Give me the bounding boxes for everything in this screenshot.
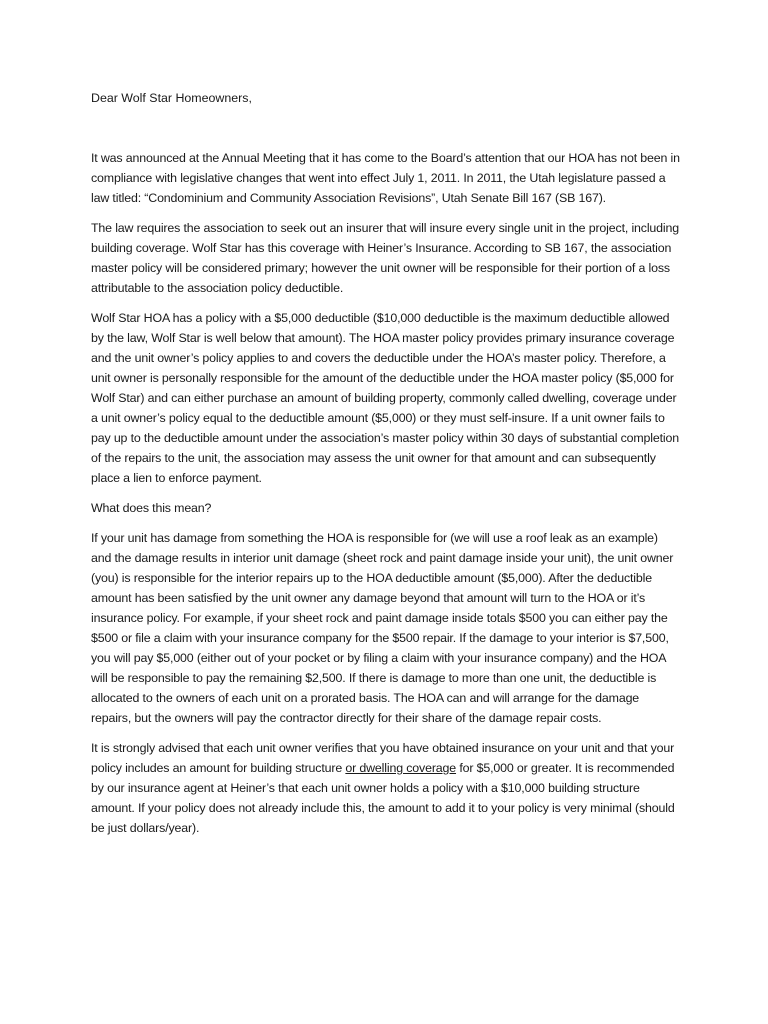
salutation: Dear Wolf Star Homeowners, bbox=[91, 91, 252, 105]
paragraph-advice-text-2: for $5,000 or greater. It is recommended by our insurance agent at Heiner’s that each unit owner holds a policy with a $10,000 building structure amount. If your policy does not already include this, the amount to add it to your policy is very minimal (should be just dollars/year). bbox=[91, 761, 675, 835]
underlined-dwelling-coverage: or dwelling coverage bbox=[345, 761, 457, 775]
paragraph-example: If your unit has damage from something the HOA is responsible for (we will use a roof leak as an example) and the damage results in interior unit damage (sheet rock and paint damage inside your unit), the unit owner (you) is responsible for the interior repairs up to the HOA deductible amount ($5,000). After the deductible amount has been satisfied by the unit owner any damage beyond that amount will turn to the HOA or it’s insurance policy. For example, if your sheet rock and paint damage inside totals $500 you can either pay the $500 or file a claim with your insurance company for the $500 repair. If the damage to your interior is $7,500, you will pay $5,000 (either out of your pocket or by filing a claim with your insurance company) and the HOA will be responsible to pay the remaining $2,500. If there is damage to more than one unit, the deductible is allocated to the owners of each unit on a prorated basis. The HOA can and will arrange for the damage repairs, but the owners will pay the contractor directly for their share of the damage repair costs. bbox=[91, 531, 674, 725]
paragraph-advice bbox=[91, 738, 681, 838]
paragraph-announcement: It was announced at the Annual Meeting that it has come to the Board’s attention that our HOA has not been in compliance with legislative changes that went into effect July 1, 2011. In 2011, the Utah legislature passed a law titled: “Condominium and Community Association Revisions”, Utah Senate Bill 167 (SB 167). bbox=[91, 151, 680, 205]
paragraph-deductible-policy: Wolf Star HOA has a policy with a $5,000 deductible ($10,000 deductible is the maximum deductible allowed by the law, Wolf Star is well below that amount). The HOA master policy provides primary insurance coverage and the unit owner’s policy applies to and covers the deductible under the HOA’s master policy. Therefore, a unit owner is personally responsible for the amount of the deductible under the HOA master policy ($5,000 for Wolf Star) and can either purchase an amount of building property, commonly called dwelling, coverage under a unit owner’s policy equal to the deductible amount ($5,000) or they must self-insure. If a unit owner fails to pay up to the deductible amount under the association’s master policy within 30 days of substantial completion of the repairs to the unit, the association may assess the unit owner for that amount and can subsequently place a lien to enforce payment. bbox=[91, 311, 680, 485]
paragraph-law-text-2: however the unit owner will be responsible for their portion of a loss attributable to the association policy deductible. bbox=[91, 261, 670, 295]
letter-page bbox=[91, 88, 681, 848]
paragraph-advice-text-1: It is strongly advised that each unit owner verifies that you have obtained insurance on your unit and that your policy includes an amount for building structure bbox=[91, 741, 675, 775]
underlined-semicolon: ; bbox=[304, 261, 308, 275]
paragraph-law-requirements bbox=[91, 218, 681, 298]
question-heading: What does this mean? bbox=[91, 501, 212, 515]
paragraph-law-text-1: The law requires the association to seek out an insurer that will insure every single unit in the project, including building coverage. Wolf Star has this coverage with Heiner’s Insurance. According to SB 167, the association master policy will be considered primary bbox=[91, 221, 679, 275]
